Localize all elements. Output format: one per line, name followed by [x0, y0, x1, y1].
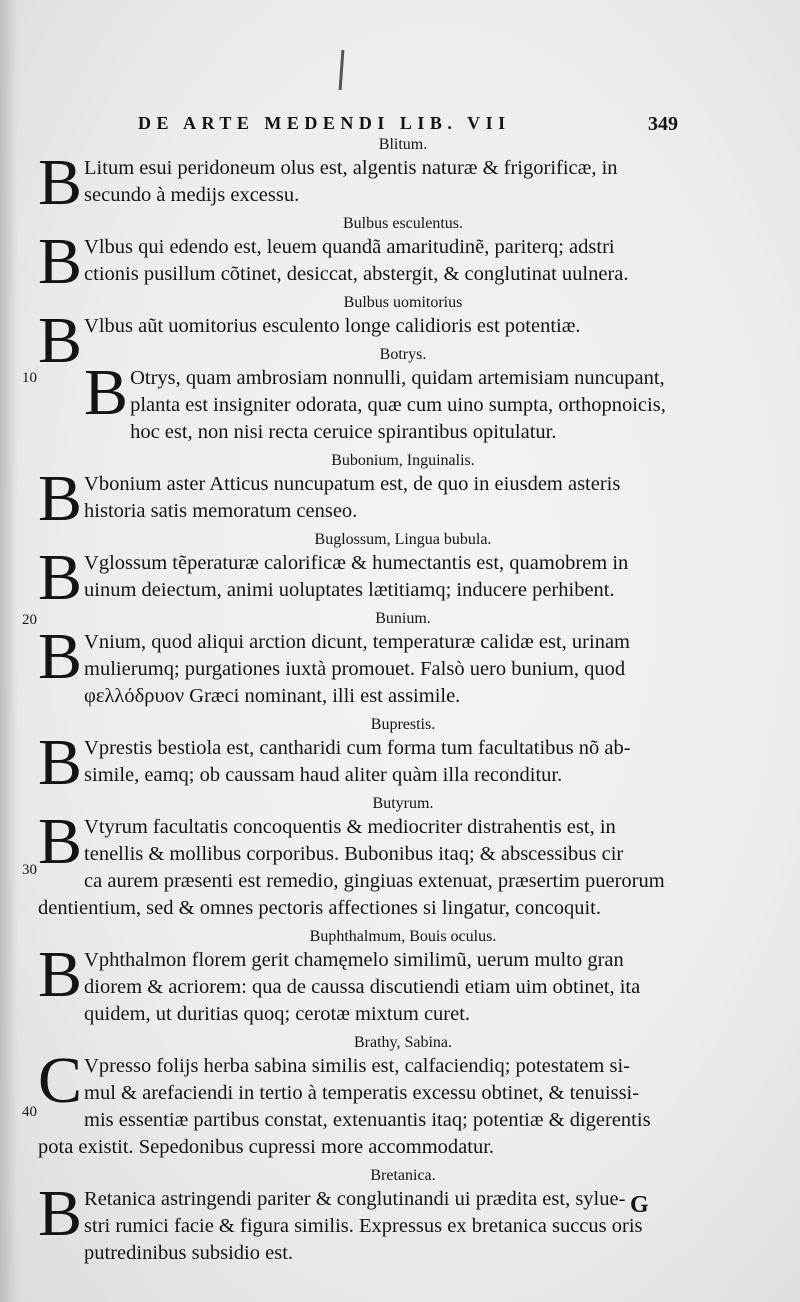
text-line: tenellis & mollibus corporibus. Bubonibus itaq; & abscessibus cir: [84, 843, 624, 865]
page-number: 349: [648, 113, 678, 135]
text-line: Vpresso folijs herba sabina similis est, calfaciendiq; potestatem si-: [84, 1055, 630, 1077]
line-number: 20: [22, 612, 37, 628]
line-number: 40: [22, 1104, 37, 1120]
entry-body: [38, 1177, 688, 1267]
gutter-shadow: [0, 0, 18, 1302]
line-number: 10: [22, 370, 37, 386]
text-line: simile, eamq; ob caussam haud aliter quàm illa reconditur.: [84, 764, 563, 786]
entry-heading: Buprestis.: [370, 716, 436, 733]
text-line: ctionis pusillum cõtinet, desiccat, abstergit, & conglutinat uulnera.: [84, 263, 629, 285]
entry-body: [38, 726, 688, 799]
entry-body: [38, 541, 688, 614]
text-line: Otrys, quam ambrosiam nonnulli, quidam artemisiam nuncupant,: [130, 367, 665, 389]
drop-cap: B: [38, 146, 83, 219]
entry-heading: Botrys.: [379, 346, 427, 363]
text-line: φελλόδρυον Græci nominant, illi est assimile.: [84, 685, 461, 707]
entry-body: [38, 620, 688, 710]
drop-cap: B: [38, 1177, 83, 1250]
text-line: Vglossum tẽperaturæ calorificæ & humectantis est, quamobrem in: [84, 552, 629, 574]
drop-cap: B: [38, 541, 83, 614]
drop-cap: B: [38, 304, 83, 377]
ink-mark: [339, 50, 345, 90]
text-line: pota existit. Sepedonibus cupressi more accommodatur.: [38, 1136, 495, 1158]
line-number: 30: [22, 862, 37, 878]
entry-heading: Bretanica.: [370, 1167, 436, 1184]
text-block: [38, 134, 688, 1271]
text-line: ca aurem præsenti est remedio, gingiuas extenuat, præsertim puerorum: [84, 870, 665, 892]
entry-heading: Blitum.: [378, 136, 428, 153]
entry-body: [38, 225, 688, 298]
text-line: stri rumici facie & figura similis. Expressus ex bretanica succus oris: [84, 1215, 643, 1237]
entry-heading: Butyrum.: [372, 795, 434, 812]
text-line: Vphthalmon florem gerit chamęmelo similimũ, uerum multo gran: [84, 949, 624, 971]
text-line: uinum deiectum, animi uoluptates lætitiamq; inducere perhibent.: [84, 579, 615, 601]
drop-cap: B: [38, 938, 83, 1011]
entry-heading: Bunium.: [375, 610, 431, 627]
text-line: historia satis memoratum censeo.: [84, 500, 358, 522]
entry-body: [38, 146, 688, 219]
drop-cap: B: [38, 805, 83, 878]
drop-cap: B: [38, 726, 83, 799]
text-line: Litum esui peridoneum olus est, algentis naturæ & frigorificæ, in: [84, 157, 618, 179]
entry-heading: Brathy, Sabina.: [353, 1034, 453, 1051]
text-line: mis essentiæ partibus constat, extenuantis itaq; potentiæ & digerentis: [84, 1109, 651, 1131]
drop-cap: B: [38, 462, 83, 535]
entry-heading: Buglossum, Lingua bubula.: [314, 531, 492, 548]
text-line: diorem & acriorem: qua de caussa discutiendi etiam uim obtinet, ita: [84, 976, 641, 998]
entry-heading: Buphthalmum, Bouis oculus.: [309, 928, 497, 945]
running-head-title: DE ARTE MEDENDI LIB. VII: [138, 113, 511, 133]
text-line: dentientium, sed & omnes pectoris affectiones si lingatur, concoquit.: [38, 897, 601, 919]
text-line: Vlbus qui edendo est, leuem quandã amaritudinẽ, pariterq; adstri: [84, 236, 615, 258]
text-line: secundo à medijs excessu.: [84, 184, 300, 206]
entry-body: [38, 805, 688, 922]
catchword: G: [630, 1192, 649, 1218]
text-line: mul & arefaciendi in tertio à temperatis excessu obtinet, & tenuissi-: [84, 1082, 640, 1104]
entry-heading: Bulbus uomitorius: [343, 294, 463, 311]
text-line: Vtyrum facultatis concoquentis & mediocriter distrahentis est, in: [84, 816, 616, 838]
text-line: mulierumq; purgationes iuxtà promouet. Falsò uero bunium, quod: [84, 658, 626, 680]
entry-heading: Bubonium, Inguinalis.: [331, 452, 475, 469]
drop-cap: B: [84, 356, 129, 429]
drop-cap: B: [38, 225, 83, 298]
text-line: quidem, ut duritias quoq; cerotæ mixtum curet.: [84, 1003, 471, 1025]
text-line: putredinibus subsidio est.: [84, 1242, 294, 1264]
entry-body: [38, 938, 688, 1028]
text-line: Retanica astringendi pariter & conglutinandi ui prædita est, sylue-: [84, 1188, 626, 1210]
text-line: Vbonium aster Atticus nuncupatum est, de quo in eiusdem asteris: [84, 473, 621, 495]
text-line: Vnium, quod aliqui arction dicunt, temperaturæ calidæ est, urinam: [84, 631, 631, 653]
text-line: planta est insigniter odorata, quæ cum uino sumpta, orthopnoicis,: [130, 394, 666, 416]
entry-body: [38, 1044, 688, 1161]
entry-body: [38, 356, 688, 446]
text-line: Vprestis bestiola est, cantharidi cum forma tum facultatibus nõ ab-: [84, 737, 631, 759]
text-line: Vlbus aũt uomitorius esculento longe calidioris est potentiæ.: [84, 315, 581, 337]
drop-cap: C: [38, 1044, 83, 1117]
drop-cap: B: [38, 620, 83, 693]
text-line: hoc est, non nisi recta ceruice spirantibus opitulatur.: [130, 421, 557, 443]
entry-heading: Bulbus esculentus.: [343, 215, 463, 232]
entry-body: [38, 462, 688, 535]
